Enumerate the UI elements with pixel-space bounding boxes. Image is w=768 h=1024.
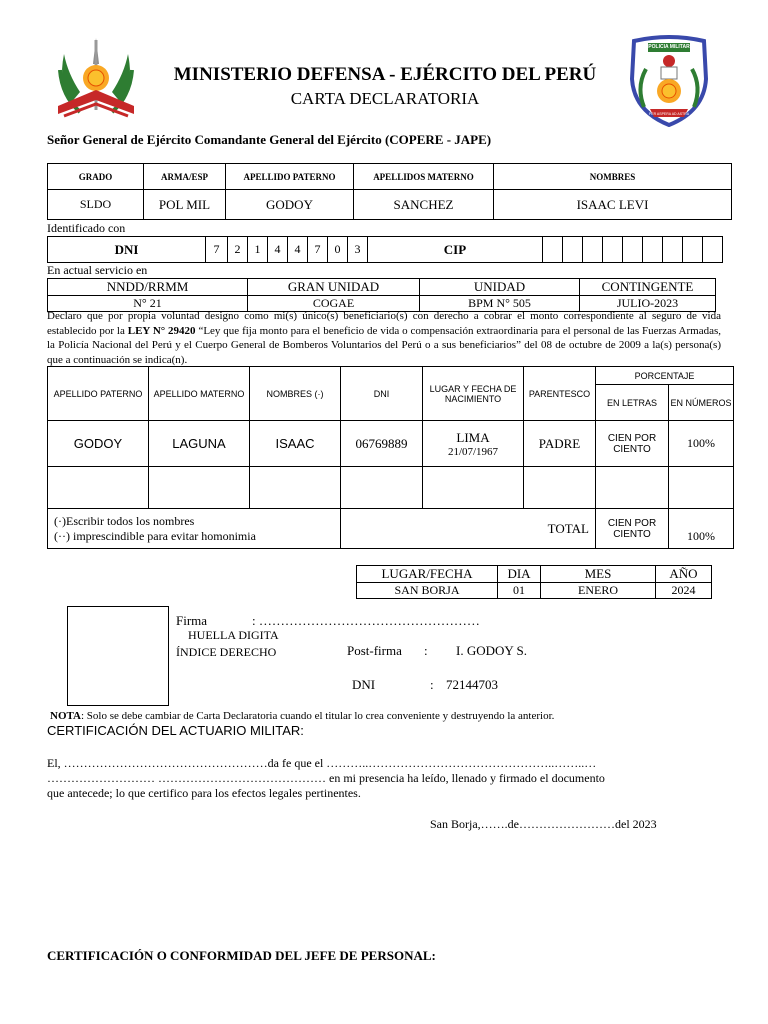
cip-digit xyxy=(683,237,703,263)
identified-label: Identificado con xyxy=(47,221,126,235)
unidad-value: BPM N° 505 xyxy=(420,296,580,312)
cip-digit xyxy=(563,237,583,263)
nombres-header: NOMBRES (·) xyxy=(250,367,341,421)
document-title: CARTA DECLARATORIA xyxy=(290,89,480,108)
postfirma-colon: : xyxy=(424,643,428,658)
ben-dni: 06769889 xyxy=(341,421,423,467)
ben-letras: CIEN POR CIENTO xyxy=(596,421,669,467)
total-numeros: 100% xyxy=(669,509,734,549)
certification-line-2: ……………………… …………………………………… en mi presencia ha leído, llenado y firmado el documento xyxy=(47,771,605,785)
lugar-value: SAN BORJA xyxy=(357,583,498,599)
ben-fecha: 21/07/1967 xyxy=(447,445,499,458)
firma-line: : …………………………………………… xyxy=(252,613,480,628)
arm-header: ARMA/ESP xyxy=(144,164,226,190)
cip-digit xyxy=(643,237,663,263)
dni-digit: 4 xyxy=(268,237,288,263)
beneficiaries-table xyxy=(47,366,734,549)
birth-header: LUGAR Y FECHA DE NACIMIENTO xyxy=(423,367,524,421)
indice-label: ÍNDICE DERECHO xyxy=(176,645,277,659)
materno-header: APELLIDO MATERNO xyxy=(149,367,250,421)
certification-line-3: que antecede; lo que certifico para los efectos legales pertinentes. xyxy=(47,786,361,800)
postfirma-label: Post-firma xyxy=(347,643,402,658)
dni-digit: 7 xyxy=(308,237,328,263)
ben-lugar: LIMA xyxy=(456,429,490,445)
contingente-header: CONTINGENTE xyxy=(580,279,716,296)
military-police-badge-logo xyxy=(628,35,710,127)
dni-digit: 1 xyxy=(248,237,268,263)
declaration-paragraph xyxy=(47,309,721,367)
badge-top-text: POLICIA MILITAR xyxy=(648,44,690,50)
note-homonimia: (··) imprescindible para evitar homonimia xyxy=(54,528,256,543)
dni-digit: 3 xyxy=(348,237,368,263)
declaration-text-2: “Ley que fija monto para el beneficio de vida o compensación extraordinaria para el personal de las Fuerzas Armadas, la Policía Nacional del Perú y el Cuerpo General de Bomberos Voluntarios del Perú o a sus beneficiarios” del 08 de octubre de 2009 a la(s) persona(s) que a continuación se indica(n). xyxy=(47,324,721,366)
mes-value: ENERO xyxy=(541,583,656,599)
cip-digit xyxy=(663,237,683,263)
gran-unidad-header: GRAN UNIDAD xyxy=(248,279,420,296)
table-row xyxy=(48,467,734,509)
nndd-value: N° 21 xyxy=(48,296,248,312)
certification-line-1: El, ……………………………………………da fe que el ………..………………………………………..……..… xyxy=(47,756,597,770)
huella-label: HUELLA DIGITA xyxy=(188,628,279,642)
contingente-value: JULIO-2023 xyxy=(580,296,716,312)
paternal-surname-value: GODOY xyxy=(226,190,354,220)
total-label: TOTAL xyxy=(341,509,596,549)
army-seal-logo xyxy=(50,34,142,124)
personal-data-table xyxy=(47,163,732,220)
firma-label: Firma xyxy=(176,613,208,628)
cip-digit xyxy=(703,237,723,263)
paterno-header: APELLIDO PATERNO xyxy=(48,367,149,421)
unidad-header: UNIDAD xyxy=(420,279,580,296)
dni-header: DNI xyxy=(341,367,423,421)
dni-digit: 7 xyxy=(206,237,228,263)
nndd-header: NNDD/RRMM xyxy=(48,279,248,296)
maternal-surname-value: SANCHEZ xyxy=(354,190,494,220)
badge-bottom-text: PER ASPERA AD ASTRA xyxy=(648,112,690,116)
en-letras-header: EN LETRAS xyxy=(596,385,669,421)
arm-value: POL MIL xyxy=(144,190,226,220)
identification-table xyxy=(47,236,723,263)
anio-value: 2024 xyxy=(656,583,712,599)
signer-dni-value: 72144703 xyxy=(446,677,498,692)
fingerprint-box xyxy=(67,606,169,706)
dni-label: DNI xyxy=(48,237,206,263)
names-notes xyxy=(48,509,341,549)
grade-value: SLDO xyxy=(48,190,144,220)
nota-line xyxy=(50,710,554,722)
paternal-surname-header: APELLIDO PATERNO xyxy=(226,164,354,190)
cip-digit xyxy=(543,237,563,263)
note-names: (·)Escribir todos los nombres xyxy=(54,513,195,528)
law-reference: LEY N° 29420 xyxy=(127,324,196,337)
en-numeros-header: EN NÚMEROS xyxy=(669,385,734,421)
signer-dni-label: DNI xyxy=(352,677,376,692)
maternal-surname-header: APELLIDOS MATERNO xyxy=(354,164,494,190)
dni-digit: 0 xyxy=(328,237,348,263)
dia-header: DIA xyxy=(498,566,541,583)
service-label: En actual servicio en xyxy=(47,263,148,277)
cip-digit xyxy=(583,237,603,263)
ministry-title: MINISTERIO DEFENSA - EJÉRCITO DEL PERÚ xyxy=(173,64,597,85)
ben-paterno: GODOY xyxy=(48,421,149,467)
signer-dni-colon: : xyxy=(430,677,434,692)
cip-digit xyxy=(623,237,643,263)
grade-header: GRADO xyxy=(48,164,144,190)
cip-digit xyxy=(603,237,623,263)
ben-materno: LAGUNA xyxy=(149,421,250,467)
names-header: NOMBRES xyxy=(494,164,732,190)
certification-title: CERTIFICACIÓN DEL ACTUARIO MILITAR: xyxy=(47,723,304,738)
ben-numeros: 100% xyxy=(669,421,734,467)
ben-lugar-fecha xyxy=(423,421,524,467)
service-table xyxy=(47,278,716,312)
declaration-text-1: Declaro que por propia voluntad designo como mi(s) único(s) beneficiario(s) con derecho a cobrar el monto correspondiente al seguro de vida establecido por la xyxy=(47,310,721,337)
total-letras: CIEN POR CIENTO xyxy=(596,509,669,549)
table-row xyxy=(48,421,734,467)
ben-parentesco: PADRE xyxy=(524,421,596,467)
lugar-fecha-header: LUGAR/FECHA xyxy=(357,566,498,583)
cip-label: CIP xyxy=(368,237,543,263)
anio-header: AÑO xyxy=(656,566,712,583)
porcentaje-header: PORCENTAJE xyxy=(596,367,734,385)
certification-place-date: San Borja,…….de……………………del 2023 xyxy=(430,817,657,831)
nota-text: : Solo se debe cambiar de Carta Declaratoria cuando el titular lo crea conveniente y destruyendo la anterior. xyxy=(80,710,555,722)
ben-nombres: ISAAC xyxy=(250,421,341,467)
nota-label: NOTA xyxy=(50,710,81,722)
dni-digit: 2 xyxy=(228,237,248,263)
place-date-table xyxy=(356,565,712,599)
dni-digit: 4 xyxy=(288,237,308,263)
mes-header: MES xyxy=(541,566,656,583)
addressee-line: Señor General de Ejército Comandante General del Ejército (COPERE - JAPE) xyxy=(47,132,492,147)
gran-unidad-value: COGAE xyxy=(248,296,420,312)
final-certification-title: CERTIFICACIÓN O CONFORMIDAD DEL JEFE DE PERSONAL: xyxy=(47,948,436,963)
parentesco-header: PARENTESCO xyxy=(524,367,596,421)
names-value: ISAAC LEVI xyxy=(494,190,732,220)
dia-value: 01 xyxy=(498,583,541,599)
postfirma-value: I. GODOY S. xyxy=(456,643,528,658)
